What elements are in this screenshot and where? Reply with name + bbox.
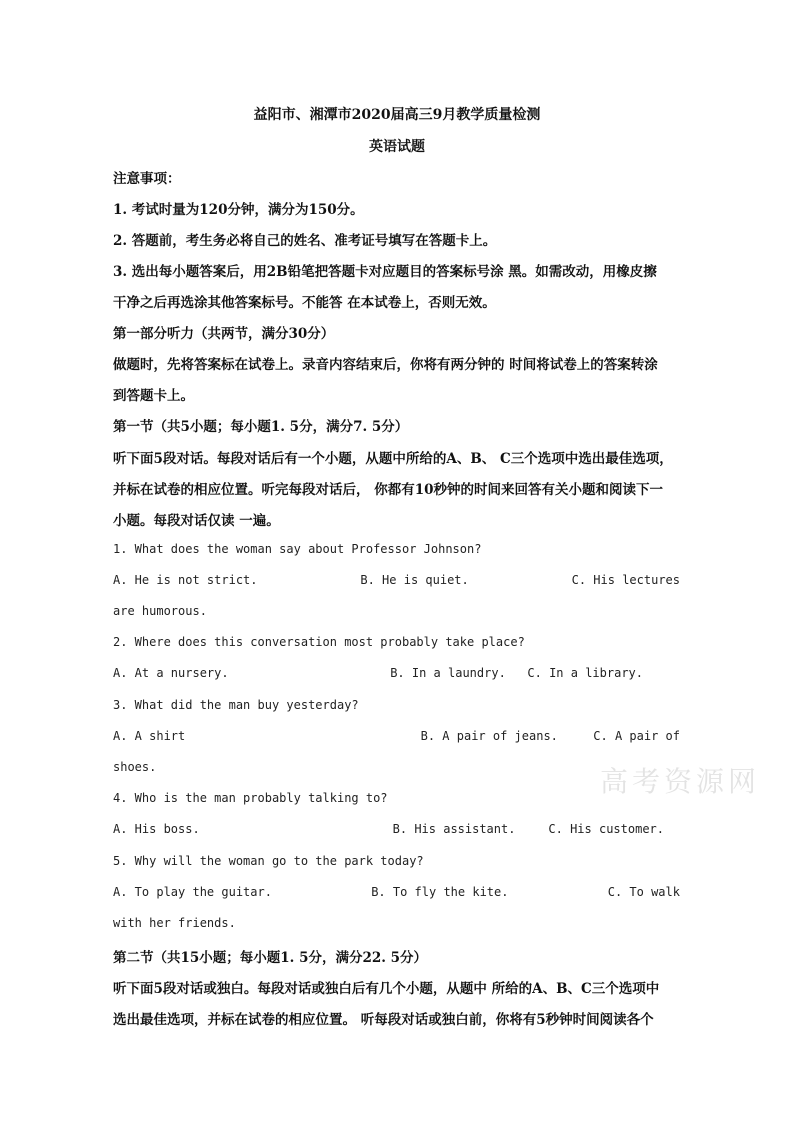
- question-3-options: [113, 729, 680, 743]
- exam-subtitle: 英语试题: [369, 139, 425, 155]
- note-3-line-1: 3. 选出每小题答案后，用2B铅笔把答题卡对应题目的答案标号涂 黑。如需改动，用橡皮擦: [113, 264, 657, 280]
- question-4-option-c: C. His customer.: [548, 822, 664, 836]
- question-1-option-c-cont: are humorous.: [113, 604, 207, 618]
- question-5-option-b: B. To fly the kite.: [371, 885, 509, 899]
- question-4-stem: 4. Who is the man probably talking to?: [113, 791, 388, 805]
- note-3-line-2: 干净之后再选涂其他答案标号。不能答 在本试卷上，否则无效。: [113, 295, 496, 311]
- part1-intro-line-2: 到答题卡上。: [113, 388, 194, 404]
- section2-intro-line-1: 听下面5段对话或独白。每段对话或独白后有几个小题，从题中 所给的A、B、C三个选项中: [113, 981, 660, 997]
- notes-heading: 注意事项：: [113, 171, 181, 187]
- part1-intro-line-1: 做题时，先将答案标在试卷上。录音内容结束后，你将有两分钟的 时间将试卷上的答案转涂: [113, 357, 658, 373]
- question-4-option-b: B. His assistant.: [392, 822, 516, 836]
- section1-intro-line-2: 并标在试卷的相应位置。听完每段对话后， 你都有10秒钟的时间来回答有关小题和阅读下一: [113, 482, 663, 498]
- section2-heading: 第二节（共15小题；每小题1. 5分，满分22. 5分）: [113, 950, 428, 966]
- note-2: 2. 答题前，考生务必将自己的姓名、准考证号填写在答题卡上。: [113, 233, 497, 249]
- question-1-option-a: A. He is not strict.: [113, 573, 258, 587]
- section1-intro-line-1: 听下面5段对话。每段对话后有一个小题，从题中所给的A、B、 C三个选项中选出最佳选项，: [113, 451, 673, 467]
- watermark: 高考资源网: [600, 765, 761, 798]
- question-2-option-a: A. At a nursery.: [113, 666, 229, 680]
- part1-heading: 第一部分听力（共两节，满分30分）: [113, 326, 335, 342]
- exam-title: 益阳市、湘潭市2020届高三9月教学质量检测: [253, 107, 541, 123]
- question-5-options: [113, 885, 680, 899]
- question-3-option-a: A. A shirt: [113, 729, 186, 743]
- question-3-stem: 3. What did the man buy yesterday?: [113, 698, 359, 712]
- question-1-option-c: C. His lectures: [571, 573, 680, 587]
- question-2-option-c: C. In a library.: [527, 666, 643, 680]
- question-5-option-a: A. To play the guitar.: [113, 885, 272, 899]
- section1-heading: 第一节（共5小题；每小题1. 5分，满分7. 5分）: [113, 419, 409, 435]
- question-3-option-c-cont: shoes.: [113, 760, 157, 774]
- question-1-options: [113, 573, 680, 587]
- section2-intro-line-2: 选出最佳选项，并标在试卷的相应位置。 听每段对话或独白前，你将有5秒钟时间阅读各个: [113, 1012, 654, 1028]
- question-2-options: [113, 666, 643, 680]
- section1-intro-line-3: 小题。每段对话仅读 一遍。: [113, 513, 280, 529]
- question-3-option-b: B. A pair of jeans.: [420, 729, 558, 743]
- question-1-stem: 1. What does the woman say about Professor Johnson?: [113, 542, 482, 556]
- question-2-option-b: B. In a laundry.: [390, 666, 506, 680]
- note-1: 1. 考试时量为120分钟，满分为150分。: [113, 202, 364, 218]
- question-5-option-c: C. To walk: [607, 885, 680, 899]
- question-1-option-b: B. He is quiet.: [360, 573, 469, 587]
- question-3-option-c: C. A pair of: [593, 729, 680, 743]
- question-2-stem: 2. Where does this conversation most probably take place?: [113, 635, 525, 649]
- question-5-option-c-cont: with her friends.: [113, 916, 236, 930]
- question-5-stem: 5. Why will the woman go to the park today?: [113, 854, 424, 868]
- question-4-options: [113, 822, 664, 836]
- question-4-option-a: A. His boss.: [113, 822, 200, 836]
